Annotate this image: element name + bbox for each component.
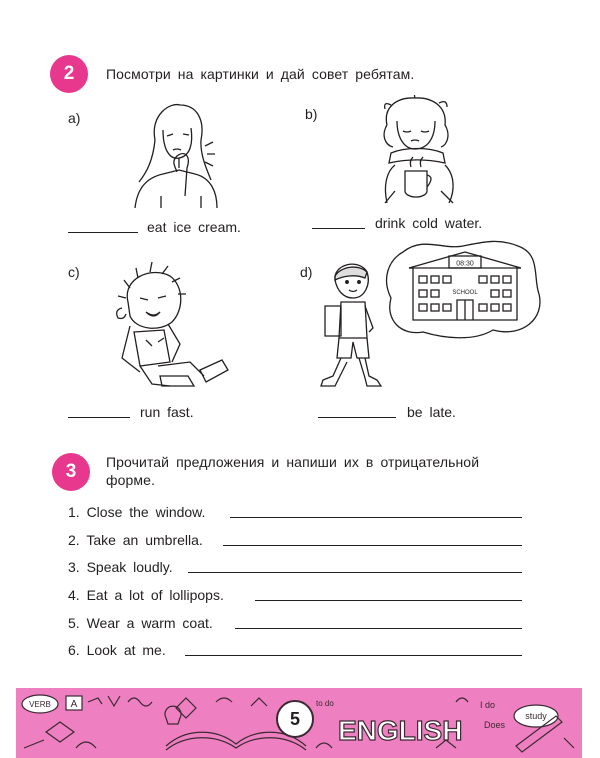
sentence-1: 1. Close the window. [68, 504, 206, 520]
svg-text:study: study [525, 711, 547, 721]
item-d-blank[interactable] [318, 417, 396, 418]
svg-text:I do: I do [480, 700, 496, 710]
task-2-instruction: Посмотри на картинки и дай совет ребятам. [106, 66, 415, 82]
svg-text:Does: Does [484, 720, 506, 730]
item-b-blank[interactable] [312, 228, 365, 229]
verb-doodle [22, 695, 58, 713]
lightbulb-doodle [165, 706, 181, 724]
answer-line-4[interactable] [255, 600, 522, 601]
letter-a-doodle [66, 696, 82, 710]
answer-line-1[interactable] [230, 517, 522, 518]
svg-text:VERB: VERB [29, 700, 51, 709]
school-clock-text: 08:30 [456, 260, 474, 268]
sentence-6: 6. Look at me. [68, 642, 166, 658]
svg-text:ENGLISH: ENGLISH [338, 715, 463, 746]
item-b-letter: b) [305, 106, 318, 122]
task-3-instruction-line1: Прочитай предложения и напиши их в отрицательной [106, 454, 480, 470]
sentence-4: 4. Eat a lot of lollipops. [68, 587, 224, 603]
tired-boy-illustration [100, 258, 235, 398]
answer-line-6[interactable] [185, 655, 522, 656]
sentence-3: 3. Speak loudly. [68, 559, 173, 575]
school-sign-text: SCHOOL [452, 290, 478, 296]
answer-line-3[interactable] [188, 572, 522, 573]
answer-line-5[interactable] [235, 628, 522, 629]
item-b-phrase: drink cold water. [375, 215, 483, 231]
svg-text:to do: to do [316, 699, 334, 708]
sick-girl-illustration [375, 95, 460, 207]
sentence-5: 5. Wear a warm coat. [68, 615, 213, 631]
svg-text:A: A [70, 699, 78, 710]
sentence-2: 2. Take an umbrella. [68, 532, 203, 548]
schoolboy-walking-illustration [315, 258, 390, 393]
page-number: 5 [276, 700, 314, 738]
answer-line-2[interactable] [223, 545, 522, 546]
task-2-badge: 2 [50, 55, 88, 93]
task-3-instruction-line2: форме. [106, 472, 155, 488]
i-do-doodle [480, 700, 495, 710]
item-c-phrase: run fast. [140, 404, 194, 420]
item-a-phrase: eat ice cream. [147, 219, 241, 235]
item-c-letter: c) [68, 264, 80, 280]
item-a-letter: a) [68, 110, 81, 126]
item-a-blank[interactable] [68, 232, 138, 233]
item-d-letter: d) [300, 264, 313, 280]
to-do-doodle [316, 699, 334, 708]
item-c-blank[interactable] [68, 417, 130, 418]
study-doodle [514, 705, 558, 727]
does-doodle [484, 720, 506, 730]
school-thought-bubble [383, 238, 543, 343]
item-d-phrase: be late. [407, 404, 456, 420]
girl-toothache-illustration [125, 100, 225, 210]
task-3-badge: 3 [52, 453, 90, 491]
